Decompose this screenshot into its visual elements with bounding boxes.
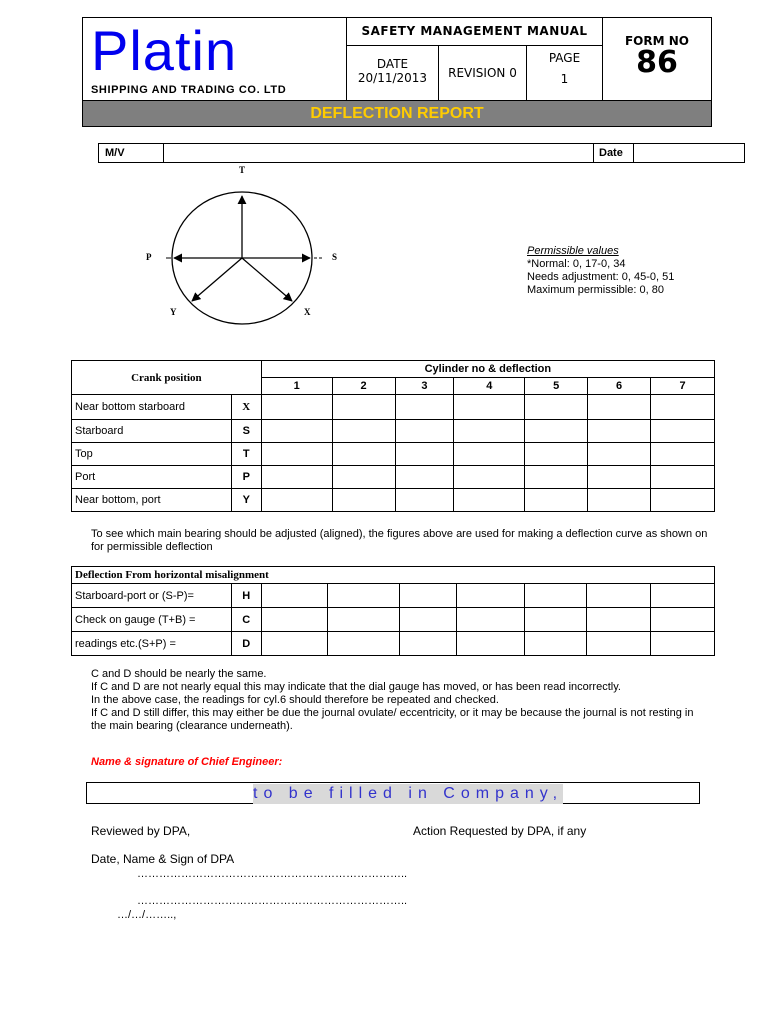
- deflection-cell[interactable]: [395, 489, 454, 512]
- crank-position-diagram: [140, 160, 350, 330]
- deflection-cell[interactable]: [525, 466, 588, 489]
- company-logo: Platin: [91, 19, 238, 82]
- dpa-date-placeholder[interactable]: …/…/……..,: [117, 909, 177, 921]
- deflection-cell[interactable]: [395, 443, 454, 466]
- form-number: 86: [636, 45, 678, 80]
- permissible-title: Permissible values: [527, 245, 619, 257]
- permissible-values: [527, 245, 674, 297]
- date-input[interactable]: [634, 144, 744, 162]
- permissible-normal: *Normal: 0, 17-0, 34: [527, 258, 626, 270]
- deflection-cell[interactable]: [651, 443, 715, 466]
- cylinder-number: 7: [651, 378, 715, 395]
- report-title: DEFLECTION REPORT: [83, 100, 711, 126]
- value-cell[interactable]: [399, 584, 457, 608]
- value-cell[interactable]: [525, 584, 587, 608]
- deflection-cell[interactable]: [395, 420, 454, 443]
- row-code: X: [231, 395, 261, 420]
- company-fill-box[interactable]: [86, 782, 700, 804]
- page-cell: [527, 18, 603, 100]
- label-y: Y: [170, 307, 177, 317]
- form-number-cell: [603, 18, 711, 100]
- row-label: readings etc.(S+P) =: [72, 632, 232, 656]
- deflection-cell[interactable]: [651, 420, 715, 443]
- deflection-cell[interactable]: [588, 466, 651, 489]
- instruction-text: To see which main bearing should be adjusted (aligned), the figures above are used for making a deflection curve as shown on for permissible deflection: [91, 528, 708, 553]
- deflection-cell[interactable]: [454, 466, 525, 489]
- value-cell[interactable]: [525, 608, 587, 632]
- mv-label: M/V: [105, 147, 125, 159]
- deflection-cell[interactable]: [588, 443, 651, 466]
- arrow-x: [242, 258, 292, 301]
- deflection-cell[interactable]: [332, 395, 395, 420]
- label-t: T: [239, 165, 246, 175]
- deflection-cell[interactable]: [332, 489, 395, 512]
- table-row: [72, 420, 715, 443]
- cylinder-number: 3: [395, 378, 454, 395]
- form-header: [82, 17, 712, 127]
- value-cell[interactable]: [261, 584, 327, 608]
- date-label: Date: [599, 147, 623, 159]
- horizontal-misalignment-table: [71, 566, 715, 656]
- cylinder-number: 4: [454, 378, 525, 395]
- company-name: SHIPPING AND TRADING CO. LTD: [91, 84, 287, 96]
- value-cell[interactable]: [457, 584, 525, 608]
- permissible-adjust: Needs adjustment: 0, 45-0, 51: [527, 271, 675, 283]
- deflection-cell[interactable]: [454, 395, 525, 420]
- row-code: D: [231, 632, 261, 656]
- row-label: Near bottom, port: [72, 489, 232, 512]
- table-row: [72, 608, 715, 632]
- note-line: In the above case, the readings for cyl.6 should therefore be repeated and checked.: [91, 694, 499, 706]
- note-line: If C and D still differ, this may either be due the journal ovulate/ eccentricity, or it may be because the journal is not resting in the main bearing (clearance underneath).: [91, 707, 694, 732]
- deflection-cell[interactable]: [395, 466, 454, 489]
- value-cell[interactable]: [651, 608, 715, 632]
- deflection-cell[interactable]: [332, 443, 395, 466]
- value-cell[interactable]: [587, 584, 651, 608]
- horizontal-table-header: Deflection From horizontal misalignment: [72, 567, 715, 584]
- deflection-cell[interactable]: [332, 466, 395, 489]
- deflection-cell[interactable]: [454, 489, 525, 512]
- cylinder-number: 1: [261, 378, 332, 395]
- cylinder-number: 6: [588, 378, 651, 395]
- row-code: C: [231, 608, 261, 632]
- table-row: [72, 395, 715, 420]
- deflection-cell[interactable]: [332, 420, 395, 443]
- date-label: DATE: [376, 57, 409, 71]
- arrow-y: [192, 258, 242, 301]
- row-label: Port: [72, 466, 232, 489]
- deflection-cell[interactable]: [261, 443, 332, 466]
- form-label: FORM NO: [624, 34, 689, 48]
- deflection-cell[interactable]: [454, 443, 525, 466]
- revision-cell: REVISION 0: [439, 46, 527, 100]
- value-cell[interactable]: [457, 608, 525, 632]
- note-line: If C and D are not nearly equal this may indicate that the dial gauge has moved, or has been read incorrectly.: [91, 681, 621, 693]
- deflection-cell[interactable]: [261, 466, 332, 489]
- value-cell[interactable]: [651, 632, 715, 656]
- value-cell[interactable]: [587, 608, 651, 632]
- table-row: [72, 466, 715, 489]
- chief-engineer-signature-label: Name & signature of Chief Engineer:: [91, 756, 283, 768]
- cylinder-number: 5: [525, 378, 588, 395]
- row-code: S: [231, 420, 261, 443]
- deflection-cell[interactable]: [395, 395, 454, 420]
- table-row: [72, 632, 715, 656]
- table-row: [72, 489, 715, 512]
- table-row: [72, 443, 715, 466]
- row-label: Check on gauge (T+B) =: [72, 608, 232, 632]
- value-cell[interactable]: [261, 608, 327, 632]
- label-x: X: [304, 307, 311, 317]
- deflection-cell[interactable]: [588, 395, 651, 420]
- row-label: Starboard-port or (S-P)=: [72, 584, 232, 608]
- label-p: P: [146, 252, 152, 262]
- row-label: Top: [72, 443, 232, 466]
- table-row: [72, 584, 715, 608]
- row-code: H: [231, 584, 261, 608]
- value-cell[interactable]: [651, 584, 715, 608]
- deflection-cell[interactable]: [651, 395, 715, 420]
- deflection-cell[interactable]: [651, 489, 715, 512]
- date-value: 20/11/2013: [357, 71, 428, 85]
- label-s: S: [332, 252, 338, 262]
- notes: [91, 668, 701, 733]
- filled-in-text: to be filled in Company,: [253, 785, 564, 802]
- page-value: 1: [560, 72, 569, 86]
- row-code: P: [231, 466, 261, 489]
- cylinder-number: 2: [332, 378, 395, 395]
- deflection-cell[interactable]: [588, 420, 651, 443]
- value-cell[interactable]: [399, 632, 457, 656]
- crank-table: [71, 360, 715, 512]
- row-code: Y: [231, 489, 261, 512]
- row-label: Starboard: [72, 420, 232, 443]
- deflection-cell[interactable]: [588, 489, 651, 512]
- value-cell[interactable]: [327, 608, 399, 632]
- value-cell[interactable]: [457, 632, 525, 656]
- reviewed-by-dpa: Reviewed by DPA,: [91, 824, 191, 838]
- deflection-cell[interactable]: [525, 395, 588, 420]
- deflection-cell[interactable]: [261, 395, 332, 420]
- action-requested-by-dpa: Action Requested by DPA, if any: [413, 824, 587, 838]
- crank-position-header: Crank position: [72, 361, 262, 395]
- value-cell[interactable]: [327, 584, 399, 608]
- page-label: PAGE: [548, 51, 581, 65]
- date-cell: [347, 46, 439, 100]
- deflection-cell[interactable]: [261, 420, 332, 443]
- date-name-sign-dpa: Date, Name & Sign of DPA: [91, 852, 235, 866]
- permissible-max: Maximum permissible: 0, 80: [527, 284, 664, 296]
- deflection-cell[interactable]: [261, 489, 332, 512]
- deflection-cell[interactable]: [651, 466, 715, 489]
- logo-cell: [83, 18, 347, 100]
- deflection-cell[interactable]: [525, 443, 588, 466]
- value-cell[interactable]: [587, 632, 651, 656]
- deflection-cell[interactable]: [525, 420, 588, 443]
- note-line: C and D should be nearly the same.: [91, 668, 267, 680]
- row-code: T: [231, 443, 261, 466]
- cylinder-header: Cylinder no & deflection: [261, 361, 714, 378]
- dpa-signature-line-1[interactable]: ………………………………………………………………..: [137, 868, 408, 880]
- dpa-signature-line-2[interactable]: ………………………………………………………………..: [137, 895, 408, 907]
- value-cell[interactable]: [525, 632, 587, 656]
- value-cell[interactable]: [399, 608, 457, 632]
- row-label: Near bottom starboard: [72, 395, 232, 420]
- deflection-cell[interactable]: [454, 420, 525, 443]
- value-cell[interactable]: [327, 632, 399, 656]
- value-cell[interactable]: [261, 632, 327, 656]
- manual-title: SAFETY MANAGEMENT MANUAL: [347, 18, 603, 46]
- deflection-cell[interactable]: [525, 489, 588, 512]
